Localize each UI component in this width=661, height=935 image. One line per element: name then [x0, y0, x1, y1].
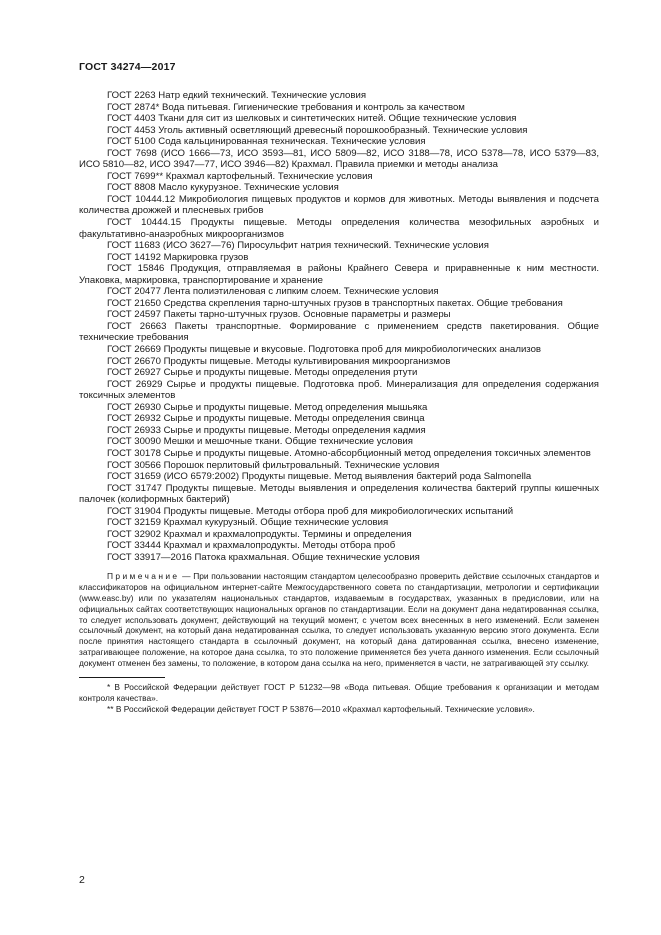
reference-item: ГОСТ 31904 Продукты пищевые. Методы отбора проб для микробиологических испытаний [107, 505, 514, 517]
reference-item: ГОСТ 5100 Сода кальцинированная техническая. Технические условия [107, 136, 426, 148]
footnote-1: * В Российской Федерации действует ГОСТ Р 51232—98 «Вода питьевая. Общие требования к организации и методам контроля качества». [79, 681, 599, 703]
footnote-2: ** В Российской Федерации действует ГОСТ Р 53876—2010 «Крахмал картофельный. Технические условия». [107, 703, 535, 714]
reference-item: ГОСТ 2263 Натр едкий технический. Технические условия [107, 90, 367, 101]
reference-item: ГОСТ 14192 Маркировка грузов [107, 251, 249, 263]
reference-item: ГОСТ 26663 Пакеты транспортные. Формирование с применением средств пакетирования. Общие технические требования [79, 320, 599, 344]
reference-item: ГОСТ 32902 Крахмал и крахмалопродукты. Термины и определения [107, 528, 412, 540]
page-header-title: ГОСТ 34274—2017 [79, 61, 176, 73]
reference-item: ГОСТ 26932 Сырье и продукты пищевые. Методы определения свинца [107, 413, 425, 425]
reference-item: ГОСТ 4403 Ткани для сит из шелковых и синтетических нитей. Общие технические условия [107, 113, 517, 125]
reference-item: ГОСТ 32159 Крахмал кукурузный. Общие технические условия [107, 517, 389, 529]
reference-item: ГОСТ 26929 Сырье и продукты пищевые. Подготовка проб. Минерализация для определения содержания токсичных элементов [79, 378, 599, 402]
reference-item: ГОСТ 33917—2016 Патока крахмальная. Общие технические условия [107, 551, 420, 563]
reference-item: ГОСТ 31659 (ИСО 6579:2002) Продукты пищевые. Метод выявления бактерий рода Salmonella [107, 471, 532, 483]
reference-item: ГОСТ 26670 Продукты пищевые. Методы культивирования микроорганизмов [107, 355, 451, 367]
reference-item: ГОСТ 24597 Пакеты тарно-штучных грузов. Основные параметры и размеры [107, 309, 451, 321]
reference-item: ГОСТ 26669 Продукты пищевые и вкусовые. Подготовка проб для микробиологических анализов [107, 344, 542, 356]
reference-item: ГОСТ 20477 Лента полиэтиленовая с липким слоем. Технические условия [107, 286, 439, 298]
reference-item: ГОСТ 8808 Масло кукурузное. Технические условия [107, 182, 339, 194]
reference-item: ГОСТ 15846 Продукция, отправляемая в районы Крайнего Севера и приравненные к ним местности. Упаковка, маркировка, транспортирование и хранение [79, 263, 599, 286]
reference-item: ГОСТ 26933 Сырье и продукты пищевые. Методы определения кадмия [107, 424, 426, 436]
reference-item: ГОСТ 30566 Порошок перлитовый фильтровальный. Технические условия [107, 459, 440, 471]
footnote-divider [79, 677, 165, 678]
reference-list [79, 90, 599, 563]
reference-item: ГОСТ 7699** Крахмал картофельный. Технические условия [107, 170, 373, 182]
note-label: Примечание [107, 571, 180, 582]
reference-item: ГОСТ 26930 Сырье и продукты пищевые. Метод определения мышьяка [107, 401, 428, 413]
reference-item: ГОСТ 31747 Продукты пищевые. Методы выявления и определения количества бактерий группы кишечных палочек (колиформных бактерий) [79, 482, 599, 506]
reference-item: ГОСТ 10444.12 Микробиология пищевых продуктов и кормов для животных. Методы выявления и подсчета количества дрожжей и плесневых грибов [79, 193, 599, 217]
reference-item: ГОСТ 7698 (ИСО 1666—73, ИСО 3593—81, ИСО 5809—82, ИСО 3188—78, ИСО 5378—78, ИСО 5379—83, ИСО 5810—82, ИСО 3947—77, ИСО 3946—82) Крахмал. Правила приемки и методы анализа [79, 147, 599, 171]
reference-item: ГОСТ 30178 Сырье и продукты пищевые. Атомно-абсорбционный метод определения токсичных элементов [107, 447, 591, 459]
reference-item: ГОСТ 10444.15 Продукты пищевые. Методы определения количества мезофильных аэробных и факультативно-анаэробных микроорганизмов [79, 217, 599, 240]
note-text: — При пользовании настоящим стандартом целесообразно проверить действие ссылочных стандартов и классификаторов на официальном интернет-сайте Межгосударственного совета по стандартизации, метрологии и сертификации (www.easc.by) или по указателям национальных стандартов, издаваемым в государствах, указанных в предисловии, или на официальных сайтах соответствующих национальных органов по стандартизации. Если на документ дана недатированная ссылка, то следует использовать документ, действующий на текущий момент, с учетом всех внесенных в него изменений. Если заменен ссылочный документ, на который дана недатированная ссылка, то следует использовать указанную версию этого документа. Если после принятия настоящего стандарта в ссылочный документ, на который дана датированная ссылка, внесено изменение, затрагивающее положение, на которое дана ссылка, то это положение применяется без учета данного изменения. Если ссылочный документ отменен без замены, то положение, в котором дана ссылка на него, применяется в части, не затрагивающей эту ссылку. [79, 571, 599, 668]
reference-item: ГОСТ 21650 Средства скрепления тарно-штучных грузов в транспортных пакетах. Общие требования [107, 297, 563, 309]
reference-item: ГОСТ 4453 Уголь активный осветляющий древесный порошкообразный. Технические условия [107, 124, 528, 136]
note-paragraph [79, 571, 599, 668]
references-section [79, 90, 599, 714]
reference-item: ГОСТ 26927 Сырье и продукты пищевые. Методы определения ртути [107, 367, 418, 379]
page-number: 2 [79, 874, 85, 886]
reference-item: ГОСТ 30090 Мешки и мешочные ткани. Общие технические условия [107, 436, 413, 448]
reference-item: ГОСТ 2874* Вода питьевая. Гигиенические требования и контроль за качеством [107, 101, 465, 113]
reference-item: ГОСТ 11683 (ИСО 3627—76) Пиросульфит натрия технический. Технические условия [107, 240, 489, 252]
reference-item: ГОСТ 33444 Крахмал и крахмалопродукты. Методы отбора проб [107, 540, 396, 552]
